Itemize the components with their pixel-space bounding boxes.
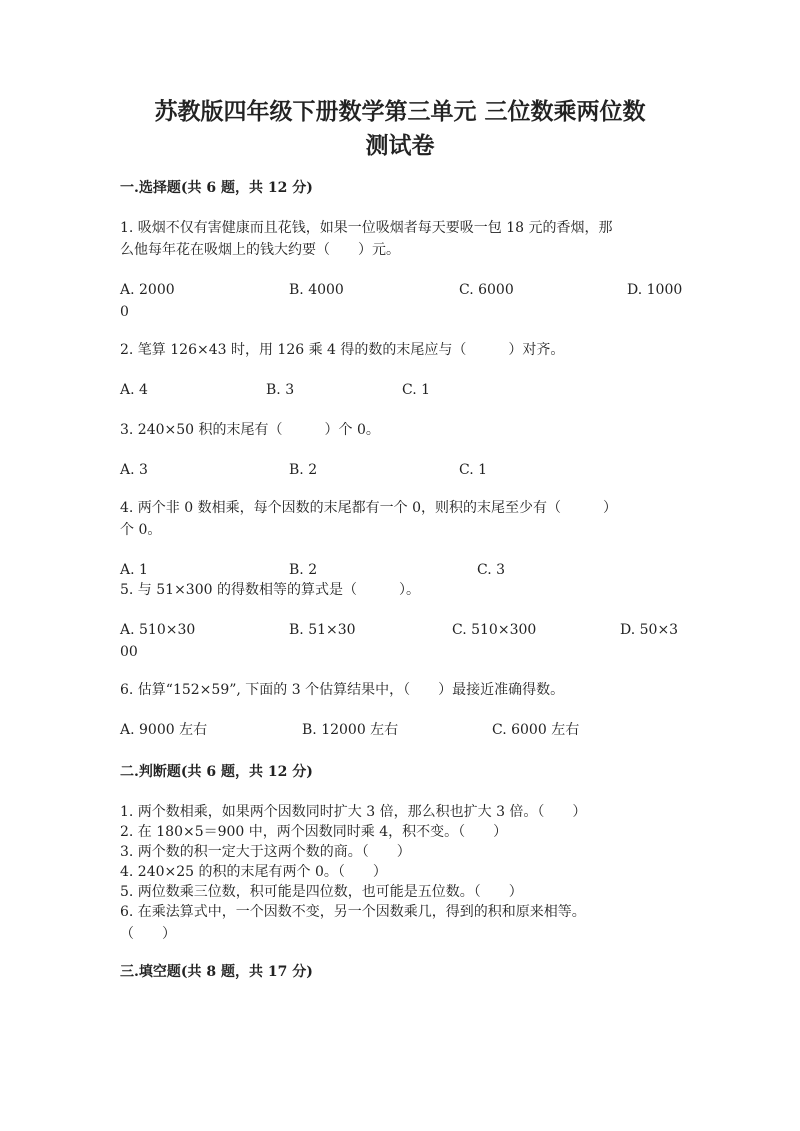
option: B. 2 [289, 462, 318, 478]
question-text: 么他每年花在吸烟上的钱大约要（ ）元。 [120, 242, 400, 258]
question-text: 2. 在 180×5＝900 中，两个因数同时乘 4，积不变。（ ） [120, 824, 508, 840]
option: A. 9000 左右 [120, 722, 208, 738]
question-text: 3. 两个数的积一定大于这两个数的商。（ ） [120, 844, 411, 860]
question-text: （ ） [120, 926, 176, 942]
option: C. 1 [402, 382, 431, 398]
option: C. 510×300 [452, 622, 537, 638]
question-text: 4. 两个非 0 数相乘，每个因数的末尾都有一个 0，则积的末尾至少有（ ） [120, 500, 617, 516]
option-wrap: 00 [120, 644, 138, 660]
option: C. 6000 左右 [492, 722, 580, 738]
section-heading: 三.填空题(共 8 题，共 17 分) [120, 964, 313, 980]
question-text: 1. 两个数相乘，如果两个因数同时扩大 3 倍，那么积也扩大 3 倍。（ ） [120, 804, 587, 820]
option: C. 6000 [459, 282, 514, 298]
option: B. 3 [266, 382, 295, 398]
option: A. 1 [120, 562, 148, 578]
option: A. 3 [120, 462, 148, 478]
option: A. 2000 [120, 282, 175, 298]
option: B. 4000 [289, 282, 344, 298]
title-line-2: 测试卷 [365, 132, 435, 159]
question-text: 3. 240×50 积的末尾有（ ）个 0。 [120, 422, 380, 438]
question-text: 4. 240×25 的积的末尾有两个 0。（ ） [120, 864, 387, 880]
question-text: 6. 在乘法算式中，一个因数不变，另一个因数乘几，得到的积和原来相等。 [120, 904, 586, 920]
option: D. 1000 [627, 282, 683, 298]
question-text: 6. 估算“152×59”, 下面的 3 个估算结果中，（ ）最接近准确得数。 [120, 682, 565, 698]
option: B. 2 [289, 562, 318, 578]
option: A. 4 [120, 382, 148, 398]
option: B. 51×30 [289, 622, 356, 638]
question-text: 2. 笔算 126×43 时，用 126 乘 4 得的数的末尾应与（ ）对齐。 [120, 342, 565, 358]
question-text: 1. 吸烟不仅有害健康而且花钱，如果一位吸烟者每天要吸一包 18 元的香烟，那 [120, 220, 613, 236]
option: C. 1 [459, 462, 488, 478]
option-wrap: 0 [120, 304, 129, 320]
question-text: 5. 两位数乘三位数，积可能是四位数，也可能是五位数。（ ） [120, 884, 523, 900]
question-text: 5. 与 51×300 的得数相等的算式是（ ）。 [120, 582, 420, 598]
question-text: 个 0。 [120, 522, 162, 538]
section-heading: 二.判断题(共 6 题，共 12 分) [120, 764, 313, 780]
option: C. 3 [477, 562, 506, 578]
option: D. 50×3 [620, 622, 679, 638]
title-line-1: 苏教版四年级下册数学第三单元 三位数乘两位数 [154, 98, 646, 125]
option: A. 510×30 [120, 622, 196, 638]
option: B. 12000 左右 [302, 722, 399, 738]
section-heading: 一.选择题(共 6 题，共 12 分) [120, 180, 313, 196]
